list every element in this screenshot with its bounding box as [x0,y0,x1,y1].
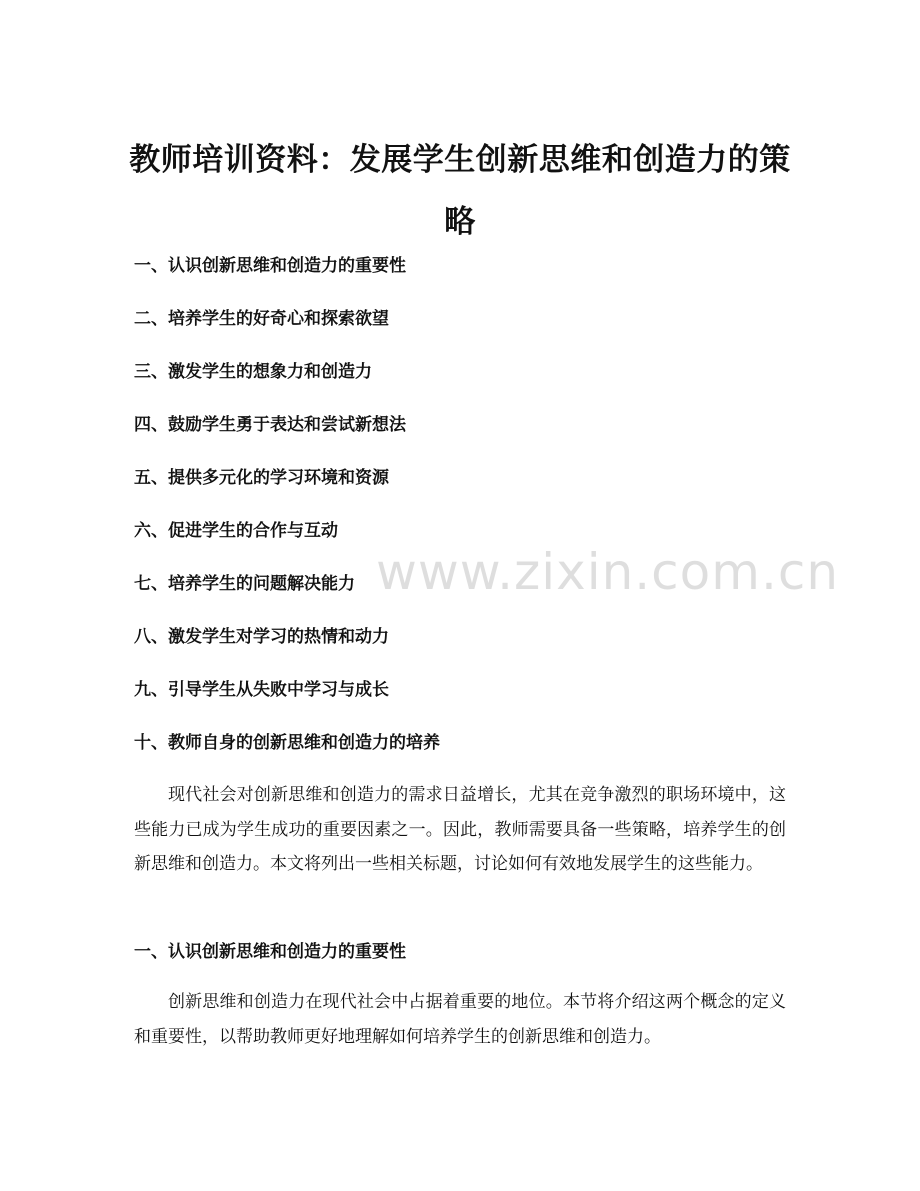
toc-item: 四、鼓励学生勇于表达和尝试新想法 [134,415,406,435]
toc-item: 一、认识创新思维和创造力的重要性 [134,256,406,276]
toc-item: 六、促进学生的合作与互动 [134,521,338,541]
toc-item: 五、提供多元化的学习环境和资源 [134,468,389,488]
section-paragraph: 创新思维和创造力在现代社会中占据着重要的地位。本节将介绍这两个概念的定义和重要性，以帮助教师更好地理解如何培养学生的创新思维和创造力。 [134,992,786,1047]
toc-item: 三、激发学生的想象力和创造力 [134,362,372,382]
watermark: www.zixin.com.cn [376,543,840,601]
toc-item: 九、引导学生从失败中学习与成长 [134,680,389,700]
toc-item: 二、培养学生的好奇心和探索欲望 [134,309,389,329]
toc-item: 七、培养学生的问题解决能力 [134,574,355,594]
toc-item: 八、激发学生对学习的热情和动力 [134,627,389,647]
page-title: 教师培训资料：发展学生创新思维和创造力的策略 [129,141,791,240]
toc-item: 十、教师自身的创新思维和创造力的培养 [134,733,440,753]
section-heading: 一、认识创新思维和创造力的重要性 [134,942,406,962]
table-of-contents [134,252,794,782]
intro-paragraph: 现代社会对创新思维和创造力的需求日益增长，尤其在竞争激烈的职场环境中，这些能力已成为学生成功的重要因素之一。因此，教师需要具备一些策略，培养学生的创新思维和创造力。本文将列出一些相关标题，讨论如何有效地发展学生的这些能力。 [134,785,786,874]
